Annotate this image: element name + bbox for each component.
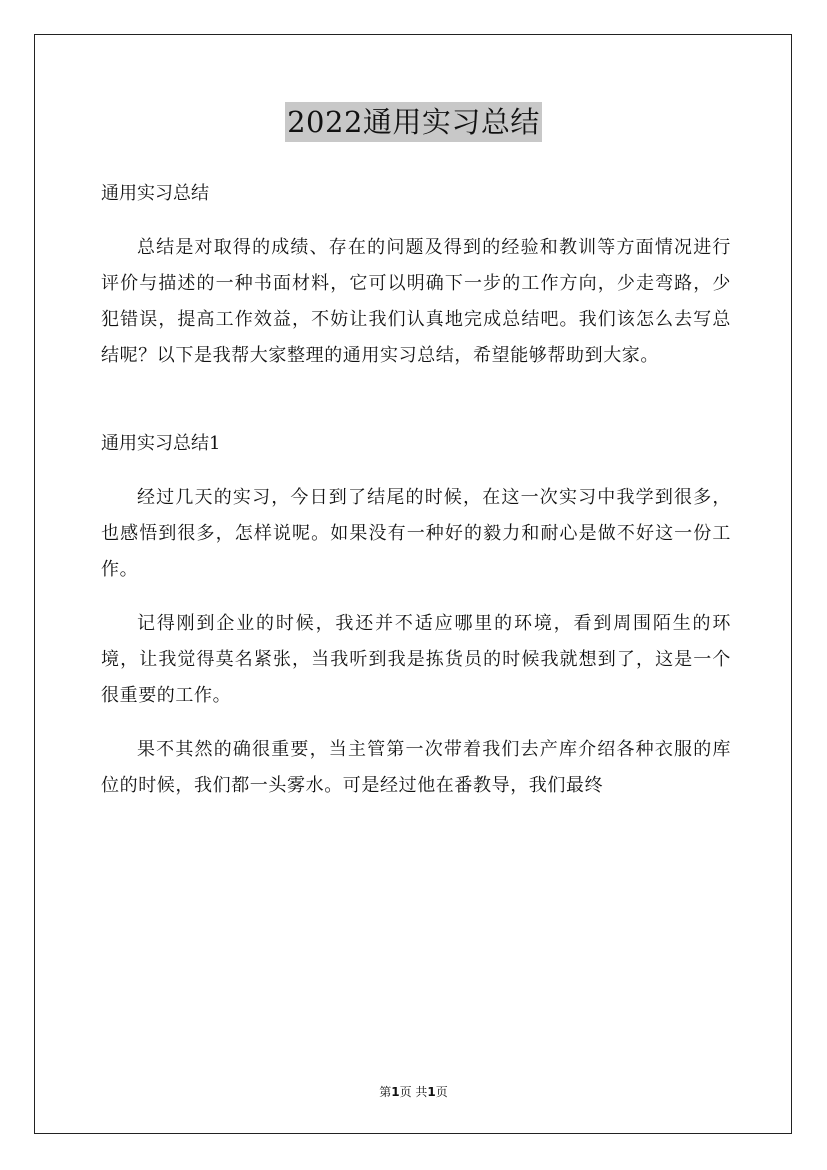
page-suffix: 页: [435, 1085, 448, 1099]
page-mid: 页 共: [399, 1085, 428, 1099]
document-title: 2022通用实习总结: [285, 102, 542, 142]
section1-heading: 通用实习总结1: [101, 433, 221, 454]
page-current: 1: [391, 1085, 400, 1099]
page-prefix: 第: [379, 1085, 392, 1099]
document-body: [101, 176, 731, 804]
section1-paragraph-3: 果不其然的确很重要，当主管第一次带着我们去产库介绍各种衣服的库位的时候，我们都一头雾水。可是经过他在番教导，我们最终: [101, 739, 731, 796]
intro-heading: 通用实习总结: [101, 183, 209, 204]
section1-paragraph-1: 经过几天的实习，今日到了结尾的时候，在这一次实习中我学到很多，也感悟到很多，怎样说呢。如果没有一种好的毅力和耐心是做不好这一份工作。: [101, 487, 731, 580]
page-total: 1: [427, 1085, 436, 1099]
section-spacer: [101, 374, 731, 426]
intro-paragraph: 总结是对取得的成绩、存在的问题及得到的经验和教训等方面情况进行评价与描述的一种书面材料，它可以明确下一步的工作方向，少走弯路，少犯错误，提高工作效益，不妨让我们认真地完成总结吧。我们该怎么去写总结呢？以下是我帮大家整理的通用实习总结，希望能够帮助到大家。: [101, 237, 731, 366]
page-footer: [0, 1083, 827, 1100]
title-container: [0, 102, 827, 142]
section1-paragraph-2: 记得刚到企业的时候，我还并不适应哪里的环境，看到周围陌生的环境，让我觉得莫名紧张，当我听到我是拣货员的时候我就想到了，这是一个很重要的工作。: [101, 613, 731, 706]
